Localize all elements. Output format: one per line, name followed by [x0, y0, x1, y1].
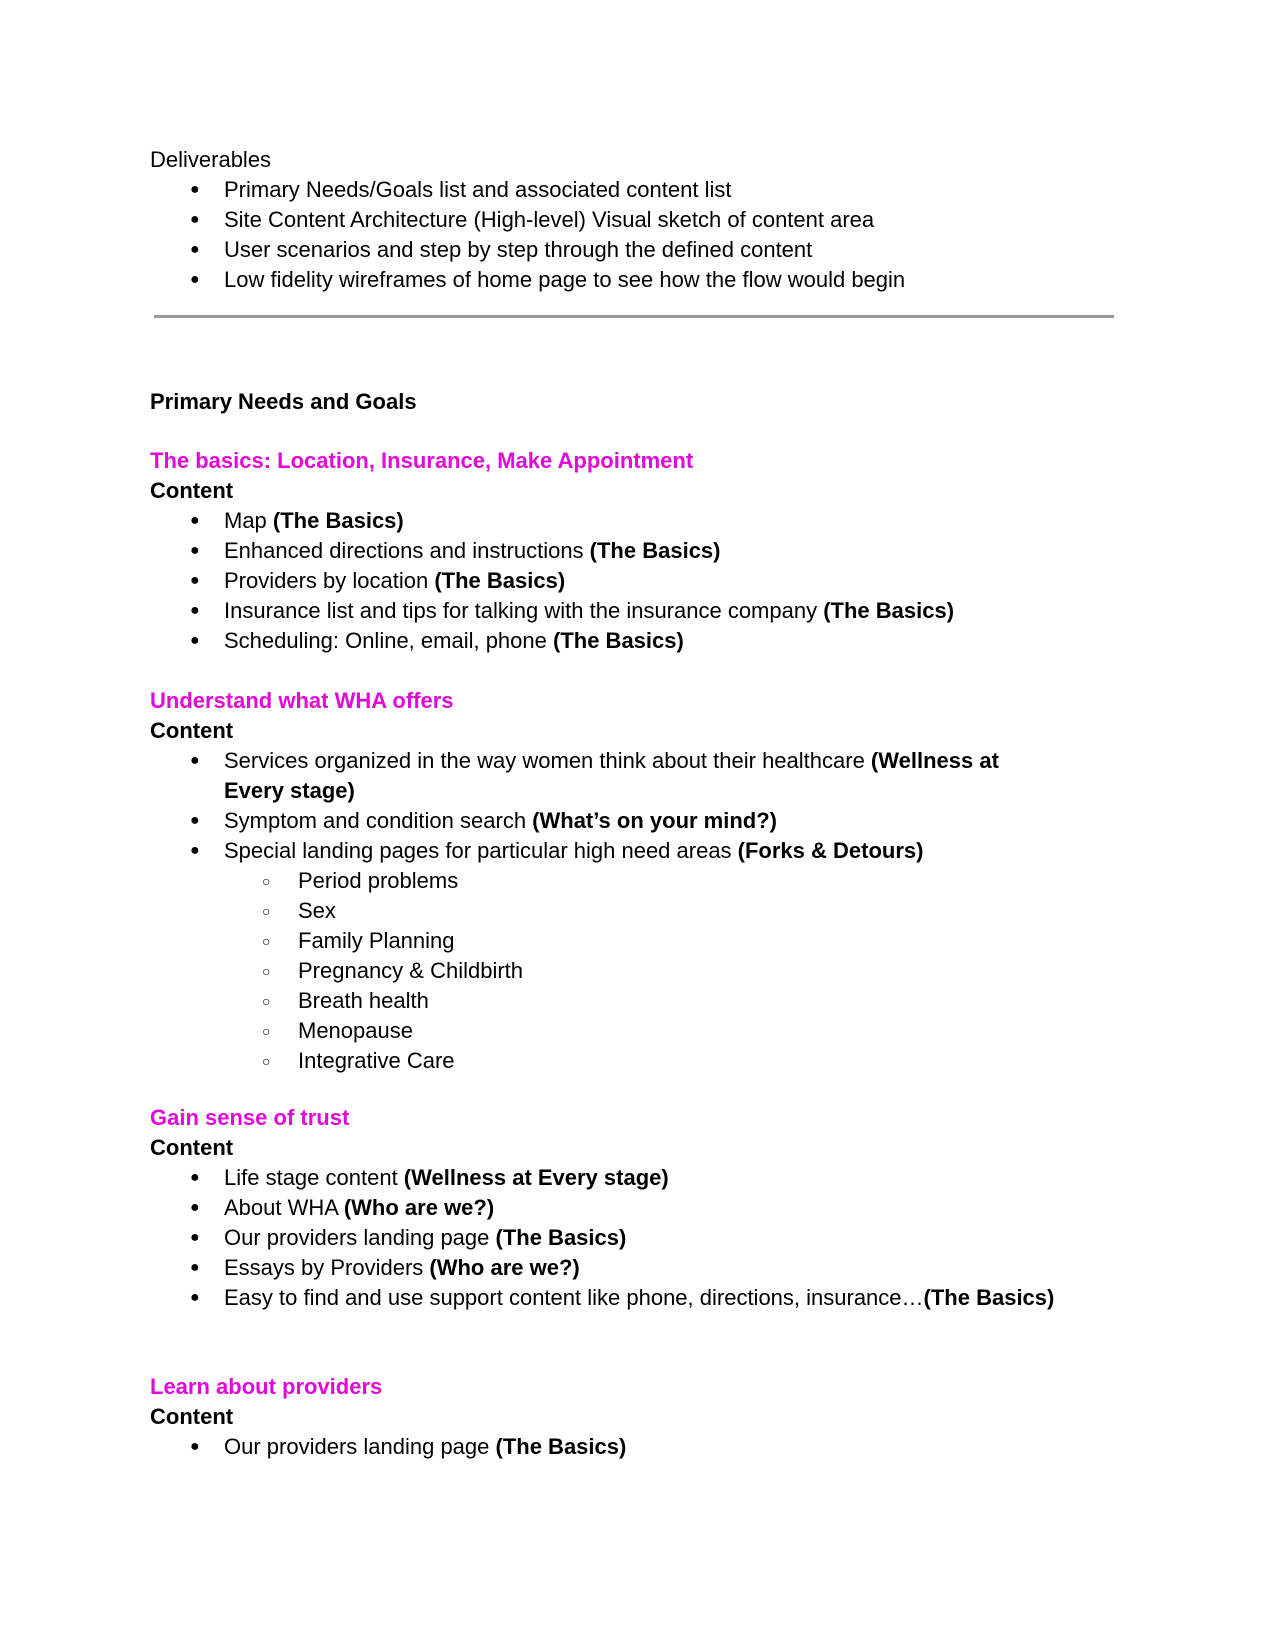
deliverables-title: Deliverables [150, 147, 272, 172]
bullet-icon: ● [190, 632, 200, 649]
bullet-icon: ● [190, 1229, 200, 1246]
item-text: Symptom and condition search [224, 808, 533, 833]
sub-list-item [150, 986, 1110, 1016]
content-label: Content [150, 718, 234, 743]
basics-section [150, 446, 1110, 656]
item-text: Site Content Architecture (High-level) Visual sketch of content area [224, 207, 875, 232]
item-text: Enhanced directions and instructions [224, 538, 590, 563]
sub-list-item [150, 1016, 1110, 1046]
primary-needs-title: Primary Needs and Goals [150, 389, 417, 414]
sub-list-item [150, 896, 1110, 926]
bullet-icon: ● [190, 542, 200, 559]
item-text: Integrative Care [298, 1048, 455, 1073]
content-label: Content [150, 1135, 234, 1160]
item-text: Our providers landing page [224, 1434, 496, 1459]
item-tag: (The Basics) [823, 598, 955, 623]
list-item [150, 836, 1110, 866]
list-item [150, 506, 1110, 536]
list-item [150, 1223, 1110, 1253]
list-item [150, 806, 1110, 836]
sub-list-item [150, 956, 1110, 986]
deliverables-list [150, 175, 1110, 295]
trust-section [150, 1103, 1110, 1313]
trust-list [150, 1163, 1110, 1313]
item-tag: (What’s on your mind?) [532, 808, 777, 833]
bullet-icon: ● [190, 181, 200, 198]
item-text: Menopause [298, 1018, 413, 1043]
item-tag: (The Basics) [495, 1225, 627, 1250]
list-item [150, 1432, 1110, 1462]
item-text: Easy to find and use support content like phone, directions, insurance… [224, 1285, 924, 1310]
circle-bullet-icon: ○ [262, 873, 271, 889]
item-text: About WHA [224, 1195, 344, 1220]
item-text: Our providers landing page [224, 1225, 496, 1250]
bullet-icon: ● [190, 1289, 200, 1306]
item-text: Essays by Providers [224, 1255, 430, 1280]
sub-list-item [150, 926, 1110, 956]
item-tag: (The Basics) [434, 568, 566, 593]
bullet-icon: ● [190, 572, 200, 589]
item-text: Pregnancy & Childbirth [298, 958, 524, 983]
bullet-icon: ● [190, 271, 200, 288]
item-tag: (Who are we?) [343, 1195, 495, 1220]
item-text: Breath health [298, 988, 429, 1013]
circle-bullet-icon: ○ [262, 1023, 271, 1039]
circle-bullet-icon: ○ [262, 1053, 271, 1069]
content-label: Content [150, 1404, 234, 1429]
item-tag: (Who are we?) [429, 1255, 580, 1280]
providers-section [150, 1372, 1110, 1462]
item-text: Services organized in the way women think about their healthcare [224, 748, 871, 773]
item-text: Scheduling: Online, email, phone [224, 628, 553, 653]
item-tag: (The Basics) [589, 538, 721, 563]
content-label: Content [150, 478, 234, 503]
item-tag: (The Basics) [272, 508, 404, 533]
deliverables-section [150, 145, 1110, 295]
list-item [150, 205, 1110, 235]
bullet-icon: ● [190, 812, 200, 829]
bullet-icon: ● [190, 1199, 200, 1216]
item-text: Family Planning [298, 928, 455, 953]
item-text: Map [224, 508, 273, 533]
item-tag: (The Basics) [495, 1434, 627, 1459]
bullet-icon: ● [190, 1438, 200, 1455]
item-tag: (Wellness at Every stage) [224, 748, 999, 803]
bullet-icon: ● [190, 842, 200, 859]
list-item [150, 265, 1110, 295]
circle-bullet-icon: ○ [262, 903, 271, 919]
item-text: User scenarios and step by step through the defined content [224, 237, 813, 262]
primary-needs-section [150, 387, 1110, 417]
bullet-icon: ● [190, 512, 200, 529]
list-item [150, 235, 1110, 265]
providers-list [150, 1432, 1110, 1462]
understand-heading: Understand what WHA offers [150, 688, 454, 713]
providers-heading: Learn about providers [150, 1374, 383, 1399]
list-item [150, 566, 1110, 596]
basics-heading: The basics: Location, Insurance, Make Appointment [150, 448, 694, 473]
circle-bullet-icon: ○ [262, 963, 271, 979]
list-item [150, 1253, 1110, 1283]
item-text: Period problems [298, 868, 459, 893]
bullet-icon: ● [190, 211, 200, 228]
basics-list [150, 506, 1110, 656]
bullet-icon: ● [190, 752, 200, 769]
item-tag: (The Basics) [923, 1285, 1055, 1310]
understand-list [150, 746, 1110, 866]
item-text: Providers by location [224, 568, 435, 593]
list-item [150, 1193, 1110, 1223]
list-item [150, 596, 1110, 626]
item-text: Life stage content [224, 1165, 404, 1190]
list-item [150, 536, 1110, 566]
circle-bullet-icon: ○ [262, 933, 271, 949]
high-need-areas-list [150, 866, 1110, 1076]
item-text: Sex [298, 898, 336, 923]
item-text: Insurance list and tips for talking with the insurance company [224, 598, 824, 623]
list-item [150, 1163, 1110, 1193]
sub-list-item [150, 866, 1110, 896]
horizontal-divider [154, 315, 1114, 318]
trust-heading: Gain sense of trust [150, 1105, 350, 1130]
item-tag: (The Basics) [553, 628, 684, 653]
item-text: Special landing pages for particular high need areas [224, 838, 738, 863]
understand-section [150, 686, 1110, 1076]
list-item [150, 175, 1110, 205]
list-item [150, 746, 1054, 806]
bullet-icon: ● [190, 1169, 200, 1186]
item-tag: (Wellness at Every stage) [403, 1165, 669, 1190]
sub-list-item [150, 1046, 1110, 1076]
list-item [150, 626, 1110, 656]
list-item [150, 1283, 1110, 1313]
bullet-icon: ● [190, 602, 200, 619]
bullet-icon: ● [190, 241, 200, 258]
item-text: Low fidelity wireframes of home page to see how the flow would begin [224, 267, 906, 292]
bullet-icon: ● [190, 1259, 200, 1276]
item-text: Primary Needs/Goals list and associated content list [224, 177, 732, 202]
circle-bullet-icon: ○ [262, 993, 271, 1009]
item-tag: (Forks & Detours) [737, 838, 924, 863]
